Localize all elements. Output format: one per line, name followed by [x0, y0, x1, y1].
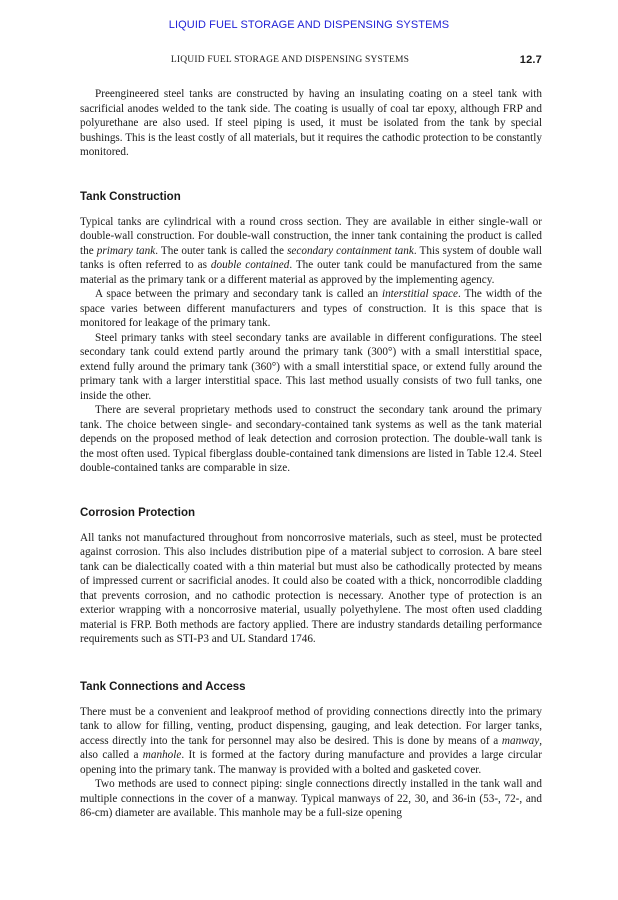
top-banner: LIQUID FUEL STORAGE AND DISPENSING SYSTEMS	[168, 19, 450, 31]
connections-paragraph-2: Two methods are used to connect piping: single connections directly installed in the tank wall and multiple connections in the cover of a manway. Typical manways of 22, 30, and 36-in (53-, 72-, and 86-cm) diameter are available. This manhole may be a full-size opening	[80, 778, 542, 819]
term-manhole: manhole	[142, 749, 182, 761]
term-double-contained: double contained	[210, 259, 290, 271]
running-head-title: LIQUID FUEL STORAGE AND DISPENSING SYSTEMS	[170, 55, 410, 65]
corrosion-paragraph-1: All tanks not manufactured throughout from noncorrosive materials, such as steel, must be protected against corrosion. This also includes distribution pipe of a material subject to corrosion. A bare steel tank can be dialectically coated with a thin material but must also be cathodically protected by means of impressed current or sacrificial anodes. It could also be coated with a thick, noncorrodible cladding that prevents corrosion, and no cathodic protection is necessary. Another type of protection is an exterior wrapping with a noncorrosive material, usually polyethylene. The most often used cladding material is FRP. Both methods are factory applied. There are industry standards detailing performance requirements such as STI-P3 and UL Standard 1746.	[80, 531, 542, 645]
construction-paragraph-3: Steel primary tanks with steel secondary tanks are available in different configurations. The steel secondary tank could extend partly around the primary tank (300°) with a small interstitial space, extend fully around the primary tank (360°) with a small interstitial space, or extend fully around the primary tank with a larger interstitial space. This last method usually consists of two full tanks, one inside the other.	[80, 331, 542, 402]
term-primary-tank: primary tank	[96, 244, 156, 257]
construction-paragraph-1: Typical tanks are cylindrical with a round cross section. They are available in either single-wall or double-wall construction. For double-wall construction, the inner tank containing the product is called the primary tank. The outer tank is called the secondary containment tank. This system of double wall tanks is often referred to as double contained. The outer tank could be manufactured from the same material as the primary tank or a different material as approved by the implementing agency.	[80, 215, 542, 286]
connections-paragraph-1: There must be a convenient and leakproof method of providing connections directly into the primary tank to allow for filling, venting, product dispensing, gauging, and leak detection. For larger tanks, access directly into the tank for personnel may also be desired. This is done by means of a manway, also called a manhole. It is formed at the factory during manufacture and provides a large circular opening into the primary tank. The manway is provided with a bolted and gasketed cover.	[80, 705, 542, 776]
term-interstitial-space: interstitial space	[381, 288, 458, 300]
section-heading-tank-connections: Tank Connections and Access	[80, 680, 246, 693]
section-heading-corrosion-protection: Corrosion Protection	[80, 506, 196, 519]
intro-paragraph: Preengineered steel tanks are constructed by having an insulating coating on a steel tank with sacrificial anodes welded to the tank side. The coating is usually of coal tar epoxy, although FRP and polyurethane are also used. If steel piping is used, it must be isolated from the tank by special bushings. This is the least costly of all materials, but it requires the cathodic protection to be constantly monitored.	[80, 88, 542, 158]
page-number: 12.7	[519, 54, 542, 66]
term-manway: manway	[501, 734, 540, 747]
section-heading-tank-construction: Tank Construction	[80, 190, 181, 203]
term-secondary-containment-tank: secondary containment tank	[287, 244, 414, 257]
construction-paragraph-4: There are several proprietary methods used to construct the secondary tank around the primary tank. The choice between single- and secondary-contained tank systems as well as the tank material depends on the proposed method of leak detection and corrosion protection. The double-wall tank is the most often used. Typical fiberglass double-contained tank dimensions are listed in Table 12.4. Steel double-contained tanks are comparable in size.	[80, 404, 542, 474]
construction-paragraph-2: A space between the primary and secondary tank is called an interstitial space. The width of the space varies between different manufacturers and types of construction. It is this space that is monitored for leakage of the primary tank.	[80, 288, 542, 329]
page-body	[80, 85, 542, 821]
